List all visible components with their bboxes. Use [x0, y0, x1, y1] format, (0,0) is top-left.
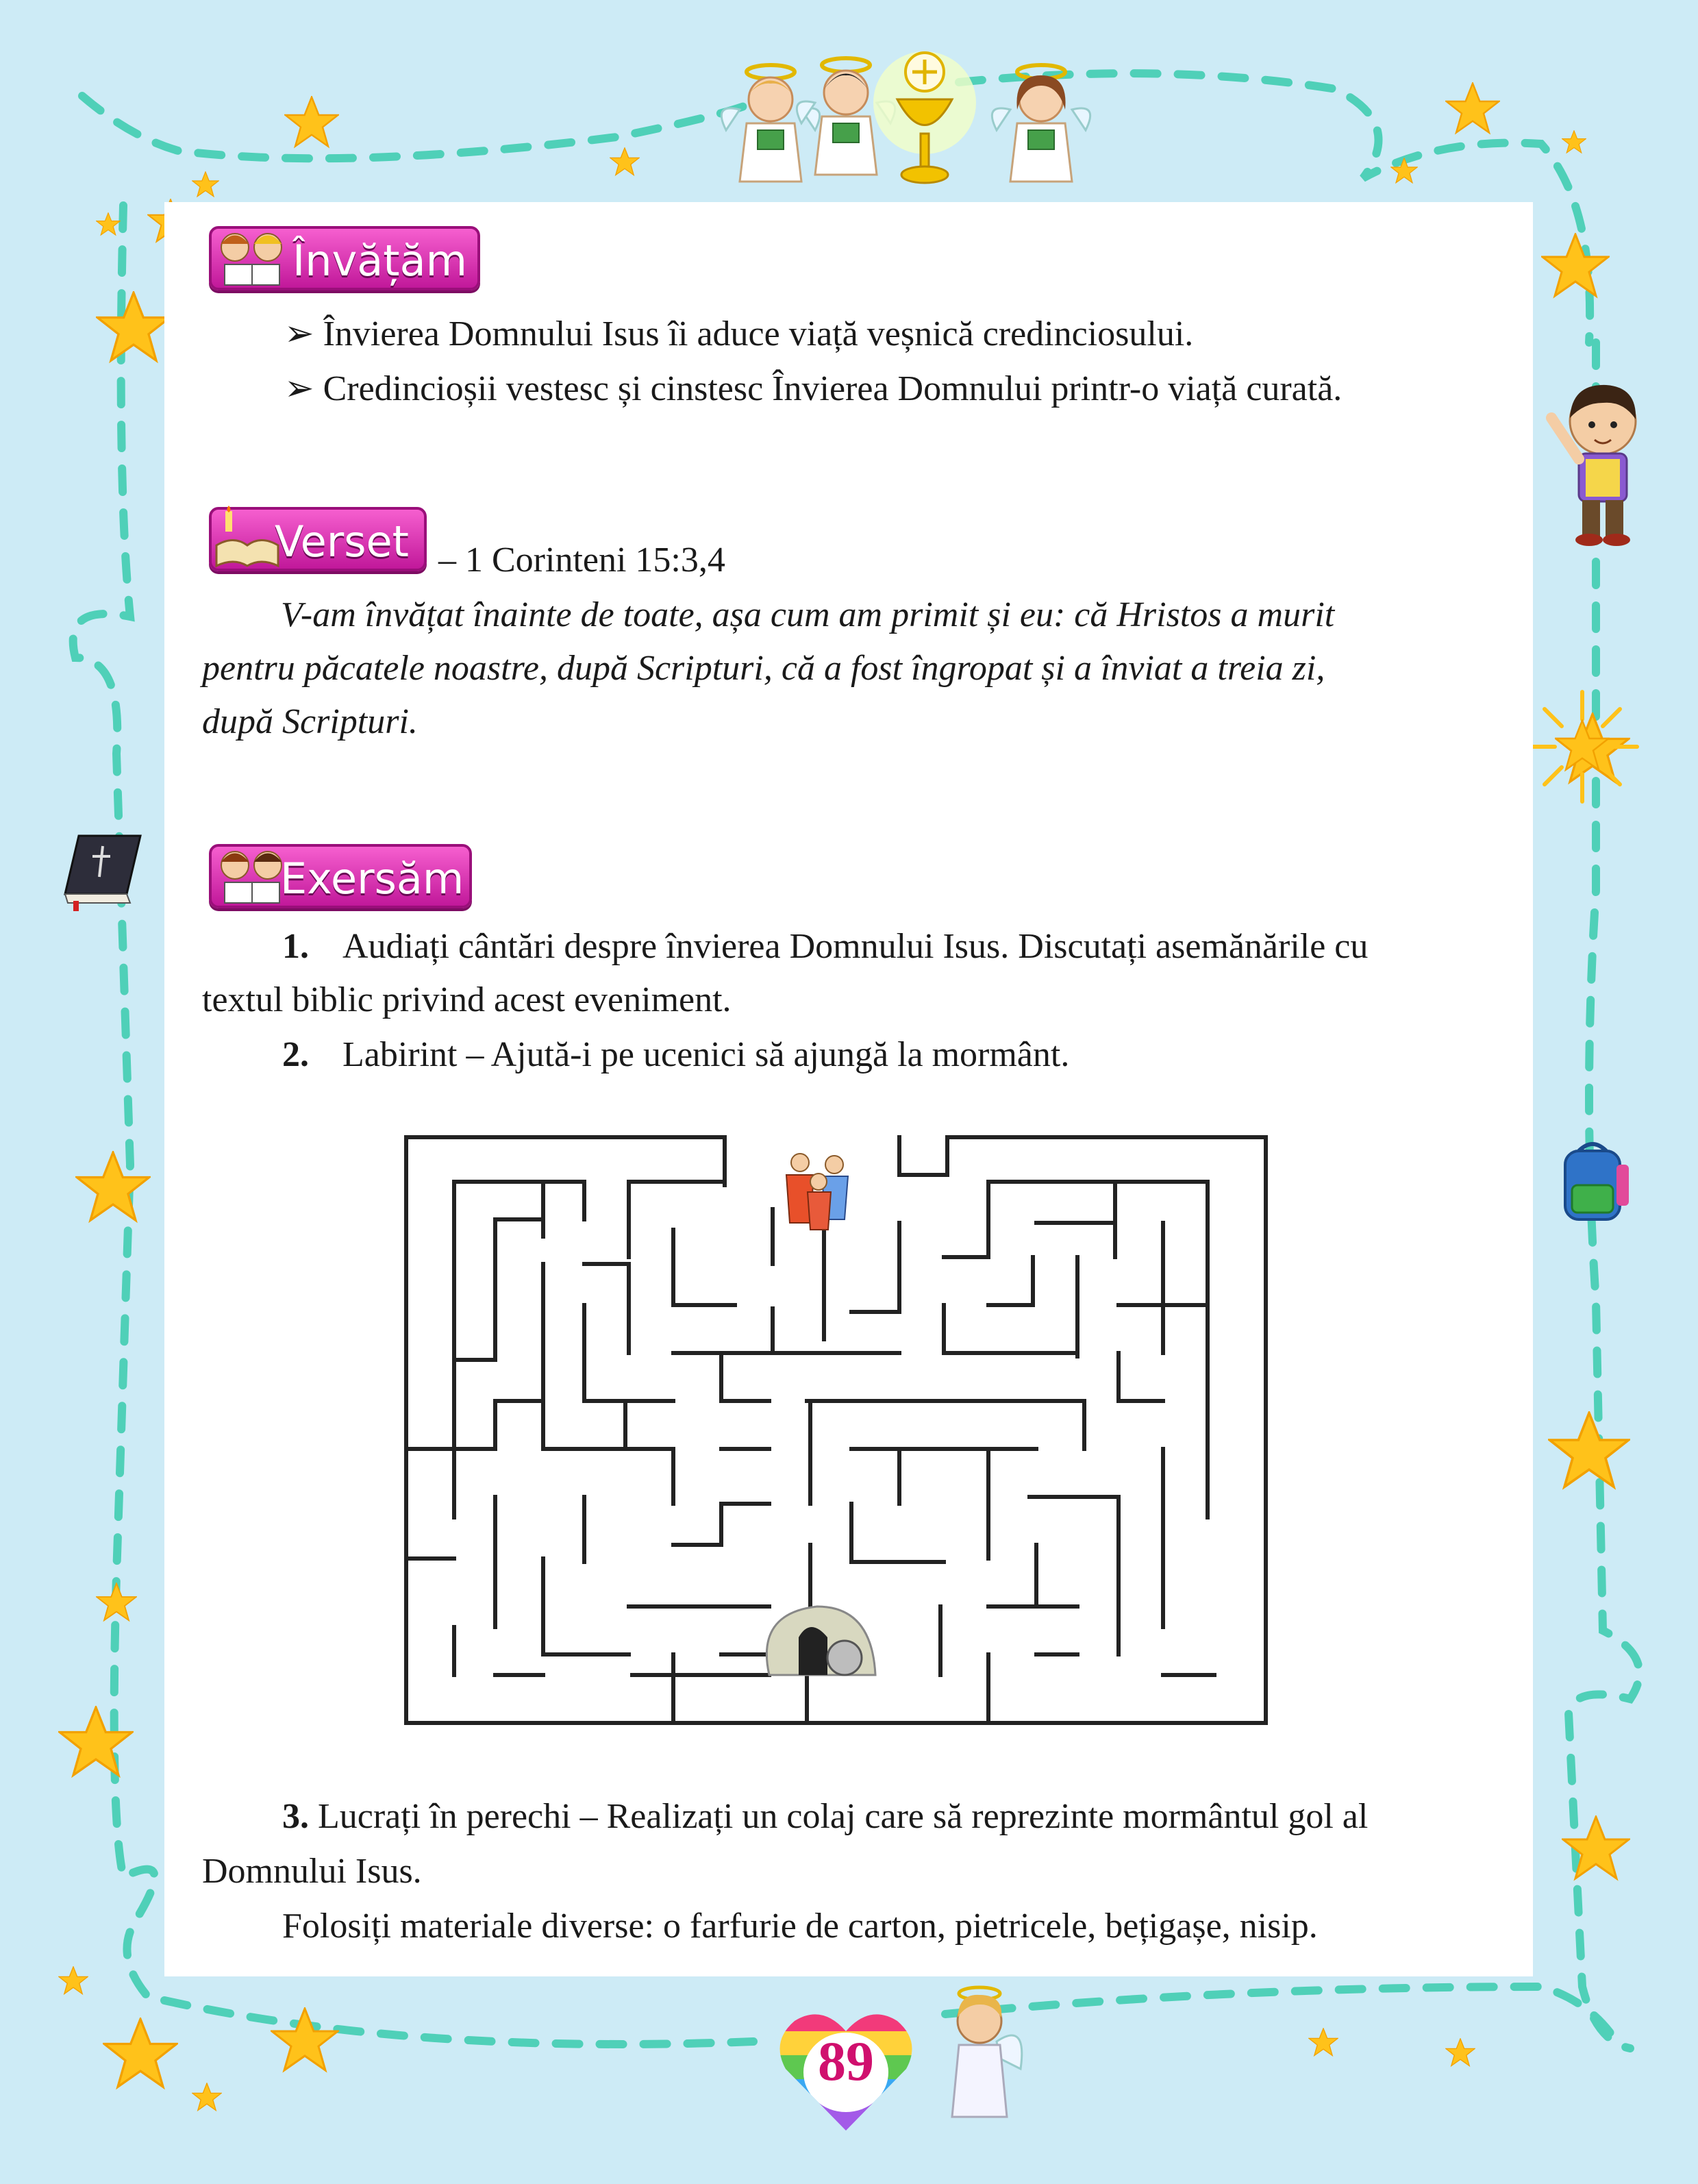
- badge-label: Verset: [275, 517, 409, 567]
- badge-label: Învățăm: [292, 236, 467, 286]
- bullet-item: ➢ Învierea Domnului Isus îi aduce viață veșnică credinciosului.: [284, 314, 1194, 353]
- exercise-number: 1.: [282, 927, 309, 966]
- children-reading-icon: [214, 841, 290, 910]
- exercise-text: Domnului Isus.: [202, 1852, 422, 1891]
- verse-line: V-am învățat înainte de toate, așa cum am primit și eu: că Hristos a murit: [281, 595, 1335, 634]
- page-number: 89: [818, 2030, 874, 2092]
- verse-line: pentru păcatele noastre, după Scripturi, că a fost îngropat și a înviat a treia zi,: [202, 649, 1325, 688]
- disciples-icon: [786, 1154, 848, 1230]
- section-badge-exersam: [209, 844, 472, 908]
- boy-waving-icon: [1541, 377, 1651, 548]
- bullet-item: ➢ Credincioșii vestesc și cinstesc Învierea Domnului printr-o viață curată.: [284, 369, 1343, 408]
- section-badge-invatam: [209, 226, 480, 290]
- verse-line: după Scripturi.: [202, 702, 418, 741]
- empty-tomb-icon: [766, 1606, 875, 1675]
- maze-labyrinth: [399, 1134, 1269, 1727]
- chalice-icon: [870, 41, 979, 192]
- open-book-candle-icon: [213, 504, 282, 573]
- verse-reference: – 1 Corinteni 15:3,4: [438, 541, 725, 580]
- backpack-icon: [1551, 1137, 1634, 1226]
- bible-icon: [58, 829, 147, 911]
- sparkle-icon: [1527, 692, 1637, 802]
- exercise-number: 3.: [282, 1797, 309, 1836]
- exercise-text: Folosiți materiale diverse: o farfurie de carton, pietricele, bețigașe, nisip.: [282, 1907, 1318, 1946]
- exercise-text: textul biblic privind acest eveniment.: [202, 980, 732, 1019]
- angel-icon: [983, 55, 1099, 192]
- section-badge-verset: [209, 507, 427, 571]
- children-reading-icon: [214, 223, 290, 292]
- badge-label: Exersăm: [280, 854, 464, 904]
- praying-angel-icon: [938, 1980, 1027, 2124]
- exercise-text: Audiați cântări despre învierea Domnului Isus. Discutați asemănările cu: [342, 927, 1369, 966]
- exercise-text: [282, 1789, 1368, 1844]
- exercise-text-inline: Lucrați în perechi – Realizați un colaj care să reprezinte mormântul gol al: [318, 1797, 1369, 1836]
- exercise-number: 2.: [282, 1035, 309, 1074]
- exercise-text: Labirint – Ajută-i pe ucenici să ajungă la mormânt.: [342, 1035, 1070, 1074]
